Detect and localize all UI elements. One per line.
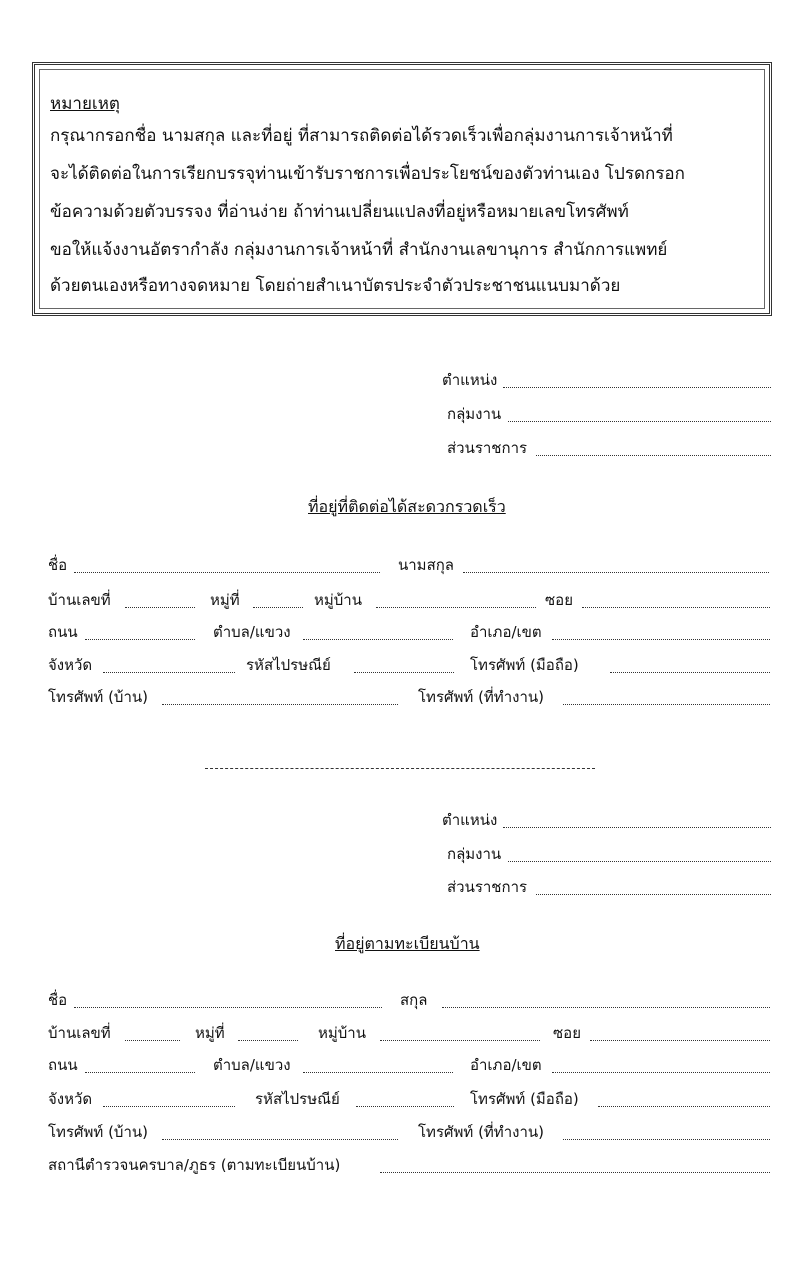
contact-district-field[interactable] [552,639,770,640]
contact-name-field[interactable] [74,572,380,573]
registered-soi-label: ซอย [553,1024,581,1042]
contact-mobile-label: โทรศัพท์ (มือถือ) [470,656,579,674]
registered-province-label: จังหวัด [48,1090,93,1108]
registered-house-no-label: บ้านเลขที่ [48,1024,111,1042]
group-label-1: กลุ่มงาน [447,405,502,423]
registered-name-field[interactable] [74,1007,382,1008]
contact-postcode-field[interactable] [354,672,454,673]
group-field-1[interactable] [508,421,771,422]
contact-soi-label: ซอย [545,591,573,609]
contact-address-heading: ที่อยู่ที่ติดต่อได้สะดวกรวดเร็ว [308,497,506,516]
contact-work-phone-label: โทรศัพท์ (ที่ทำงาน) [418,688,544,706]
contact-soi-field[interactable] [582,607,770,608]
registered-road-label: ถนน [48,1056,78,1074]
registered-district-label: อำเภอ/เขต [470,1056,542,1074]
contact-village-label: หมู่บ้าน [314,591,362,609]
contact-district-label: อำเภอ/เขต [470,623,542,641]
registered-surname-label: สกุล [400,991,428,1009]
registered-police-station-label: สถานีตำรวจนครบาล/ภูธร (ตามทะเบียนบ้าน) [48,1156,341,1174]
agency-field-1[interactable] [536,455,771,456]
registered-postcode-label: รหัสไปรษณีย์ [255,1090,340,1108]
registered-moo-field[interactable] [238,1040,298,1041]
contact-village-field[interactable] [376,607,536,608]
contact-road-field[interactable] [85,639,195,640]
group-label-2: กลุ่มงาน [447,845,502,863]
agency-label-1: ส่วนราชการ [447,439,528,457]
contact-home-phone-label: โทรศัพท์ (บ้าน) [48,688,148,706]
registered-surname-field[interactable] [442,1007,770,1008]
contact-mobile-field[interactable] [610,672,770,673]
contact-province-field[interactable] [103,672,235,673]
note-line: จะได้ติดต่อในการเรียกบรรจุท่านเข้ารับราชการเพื่อประโยชน์ของตัวท่านเอง โปรดกรอก [50,164,685,184]
position-field-1[interactable] [503,387,771,388]
contact-postcode-label: รหัสไปรษณีย์ [246,656,331,674]
registered-police-station-field[interactable] [380,1172,770,1173]
contact-road-label: ถนน [48,623,78,641]
agency-field-2[interactable] [536,894,771,895]
contact-surname-label: นามสกุล [398,556,454,574]
contact-name-label: ชื่อ [48,556,68,574]
contact-subdistrict-label: ตำบล/แขวง [213,623,291,641]
registered-subdistrict-field[interactable] [303,1072,453,1073]
registered-subdistrict-label: ตำบล/แขวง [213,1056,291,1074]
note-line: ข้อความด้วยตัวบรรจง ที่อ่านง่าย ถ้าท่านเปลี่ยนแปลงที่อยู่หรือหมายเลขโทรศัพท์ [50,202,629,222]
position-field-2[interactable] [503,827,771,828]
contact-house-no-field[interactable] [125,607,195,608]
registered-home-phone-label: โทรศัพท์ (บ้าน) [48,1123,148,1141]
registered-soi-field[interactable] [590,1040,770,1041]
registered-mobile-label: โทรศัพท์ (มือถือ) [470,1090,579,1108]
contact-house-no-label: บ้านเลขที่ [48,591,111,609]
registered-village-label: หมู่บ้าน [318,1024,366,1042]
position-label-2: ตำแหน่ง [442,811,498,829]
registered-house-no-field[interactable] [125,1040,180,1041]
registered-road-field[interactable] [85,1072,195,1073]
registered-moo-label: หมู่ที่ [195,1024,225,1042]
position-label-1: ตำแหน่ง [442,371,498,389]
group-field-2[interactable] [508,861,771,862]
registered-mobile-field[interactable] [598,1106,770,1107]
contact-surname-field[interactable] [463,572,769,573]
registered-district-field[interactable] [552,1072,770,1073]
registered-work-phone-field[interactable] [563,1139,770,1140]
note-line: ขอให้แจ้งงานอัตรากำลัง กลุ่มงานการเจ้าหน้าที่ สำนักงานเลขานุการ สำนักการแพทย์ [50,240,668,260]
registered-postcode-field[interactable] [356,1106,454,1107]
note-line: ด้วยตนเองหรือทางจดหมาย โดยถ่ายสำเนาบัตรประจำตัวประชาชนแนบมาด้วย [50,276,621,296]
registered-work-phone-label: โทรศัพท์ (ที่ทำงาน) [418,1123,544,1141]
note-line: กรุณากรอกชื่อ นามสกุล และที่อยู่ ที่สามารถติดต่อได้รวดเร็วเพื่อกลุ่มงานการเจ้าหน้าที่ [50,126,673,146]
registered-name-label: ชื่อ [48,991,68,1009]
section-separator [205,768,595,769]
note-title: หมายเหตุ [50,94,120,114]
registered-address-heading: ที่อยู่ตามทะเบียนบ้าน [335,934,480,953]
registered-province-field[interactable] [103,1106,235,1107]
contact-home-phone-field[interactable] [162,704,398,705]
contact-moo-label: หมู่ที่ [210,591,240,609]
registered-village-field[interactable] [380,1040,540,1041]
contact-subdistrict-field[interactable] [303,639,453,640]
contact-work-phone-field[interactable] [563,704,770,705]
contact-province-label: จังหวัด [48,656,93,674]
contact-moo-field[interactable] [253,607,303,608]
agency-label-2: ส่วนราชการ [447,878,528,896]
registered-home-phone-field[interactable] [162,1139,398,1140]
